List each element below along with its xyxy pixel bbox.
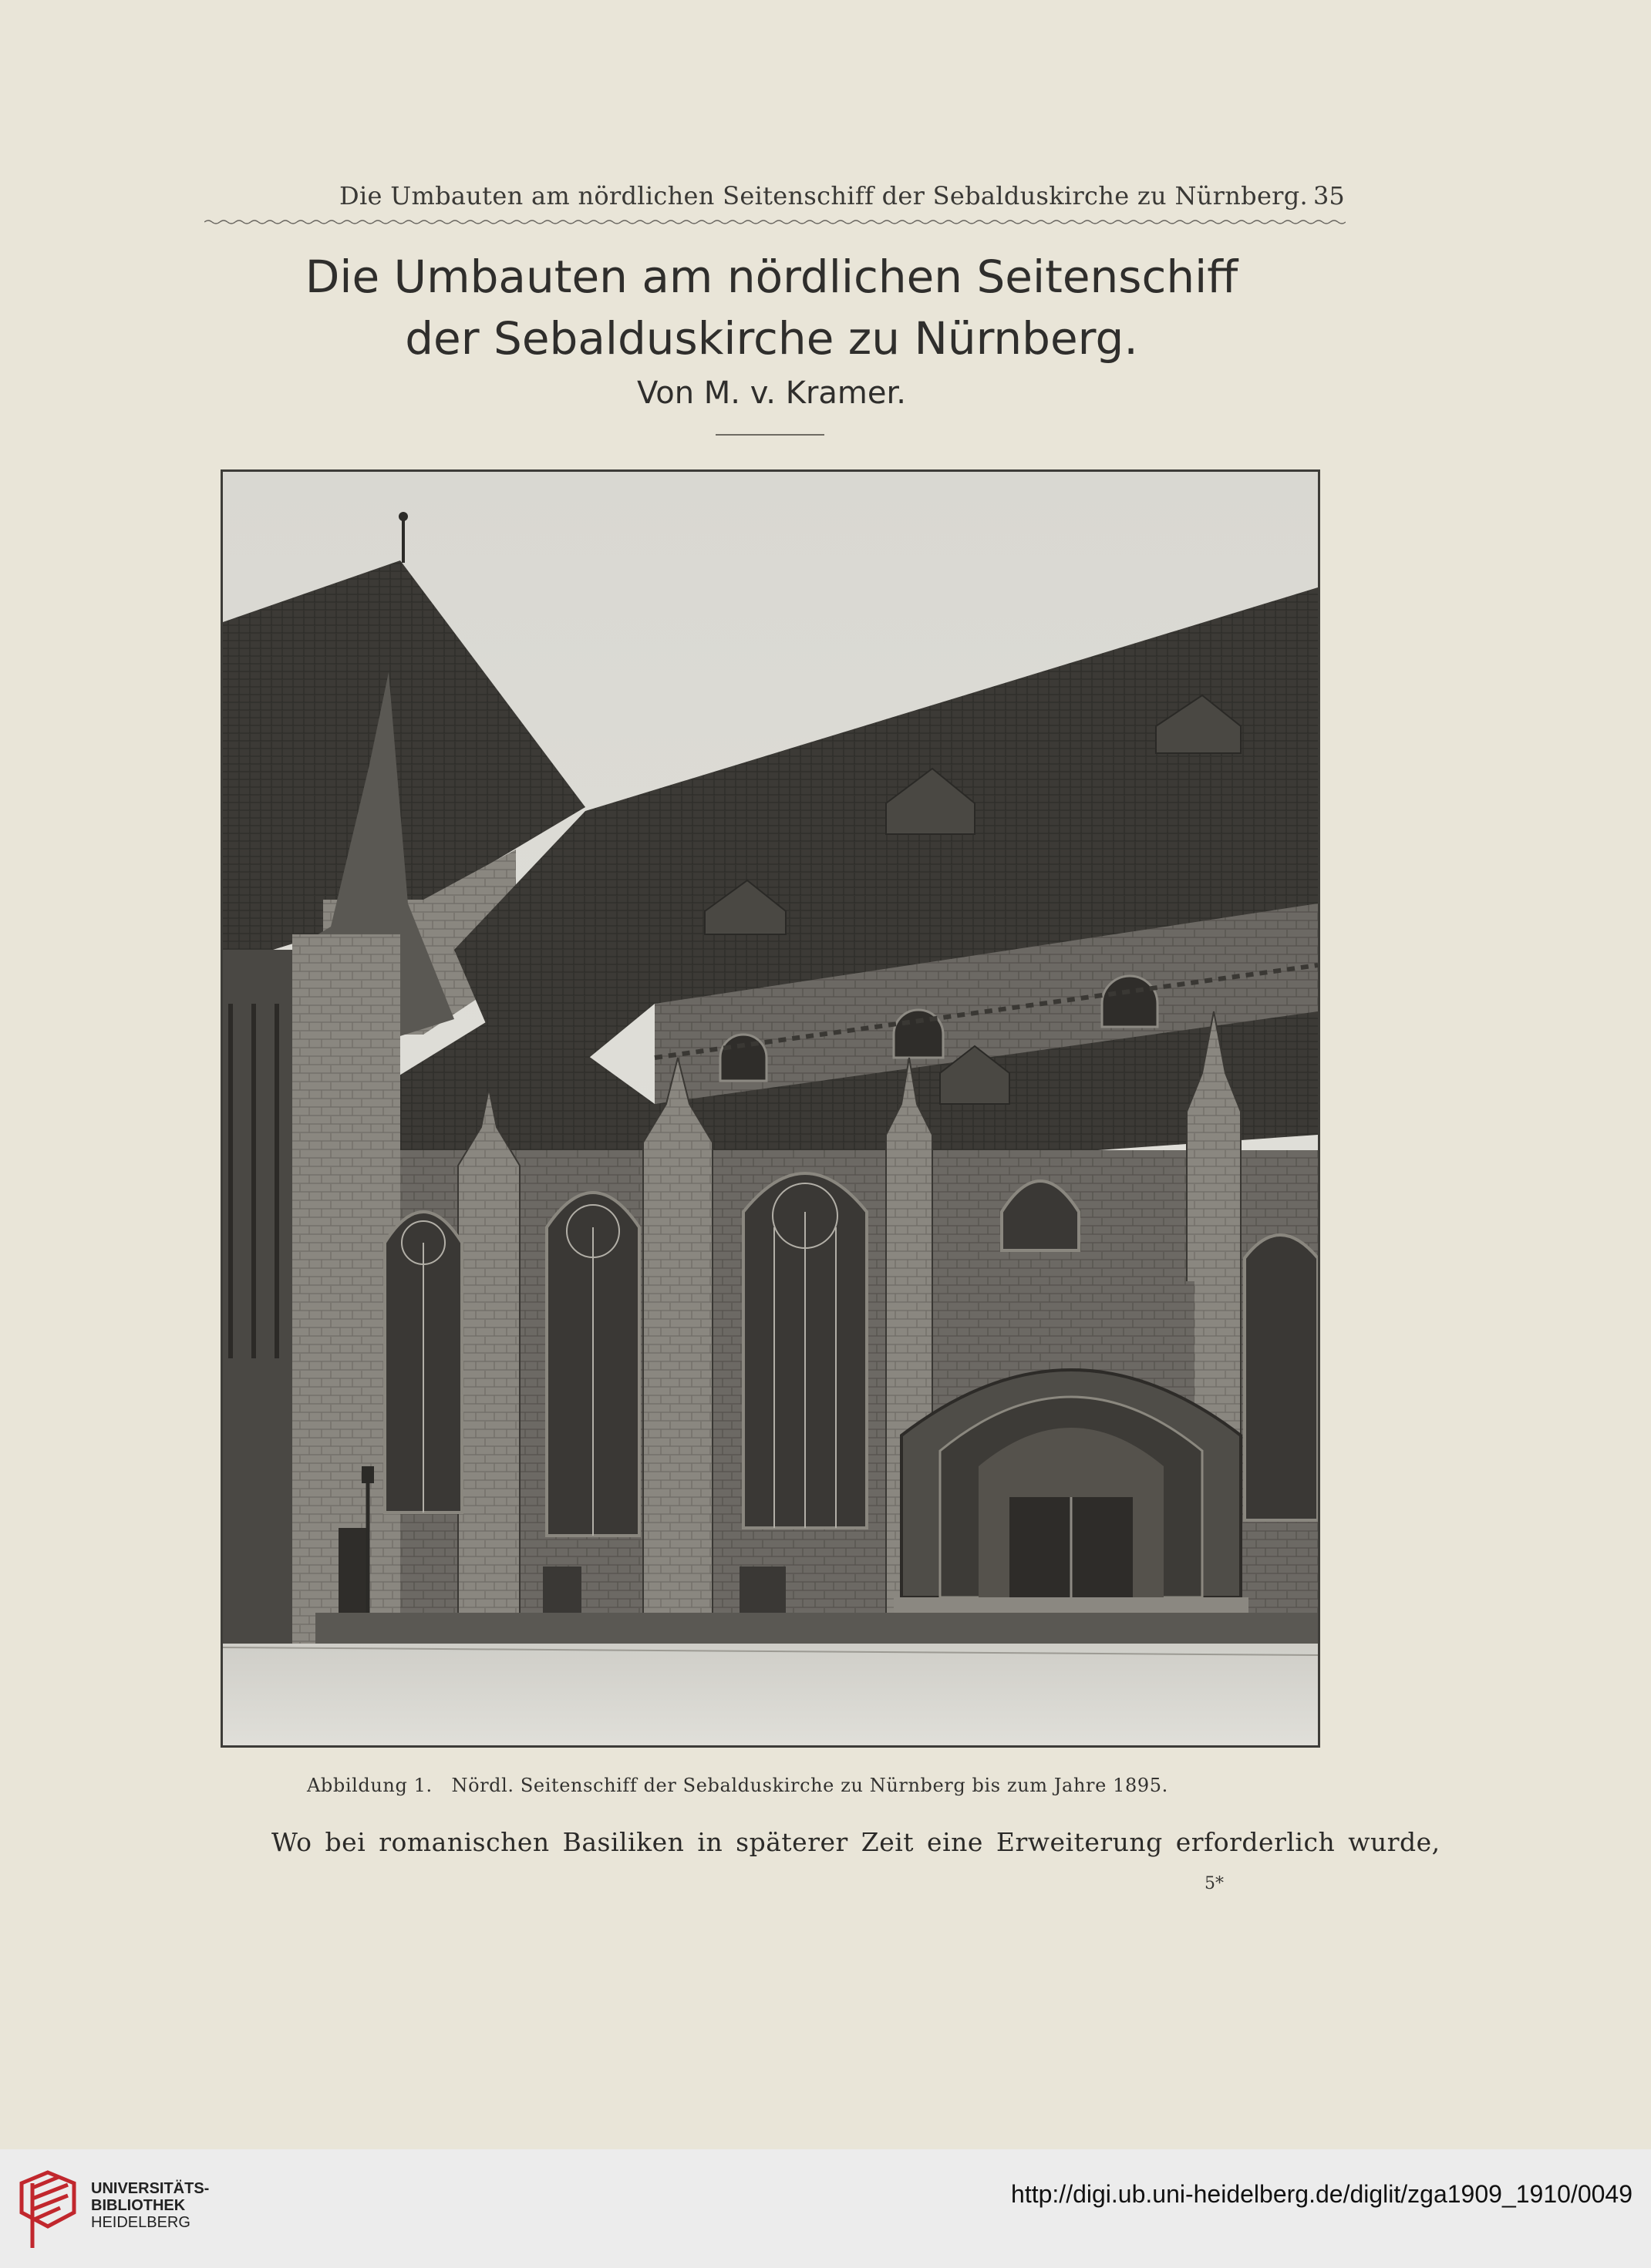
page-number: 35 bbox=[1313, 181, 1345, 210]
header-wavy-rule bbox=[204, 219, 1346, 225]
article-title-line-2: der Sebalduskirche zu Nürnberg. bbox=[405, 312, 1138, 365]
church-illustration bbox=[223, 472, 1318, 1745]
library-name-line-1: UNIVERSITÄTS- bbox=[91, 2180, 210, 2197]
article-byline: Von M. v. Kramer. bbox=[637, 375, 906, 411]
body-text-line: Wo bei romanischen Basiliken in späterer Zeit eine Erweiterung erforderlich wurde, bbox=[271, 1827, 1440, 1857]
article-title-line-1: Die Umbauten am nördlichen Seitenschiff bbox=[305, 251, 1238, 303]
library-name-line-3: HEIDELBERG bbox=[91, 2214, 190, 2231]
figure-caption: Abbildung 1. Nördl. Seitenschiff der Sebalduskirche zu Nürnberg bis zum Jahre 1895. bbox=[307, 1775, 1168, 1796]
library-name bbox=[91, 2180, 209, 2231]
title-divider bbox=[716, 434, 824, 436]
university-library-logo-icon bbox=[17, 2168, 80, 2254]
running-head: Die Umbauten am nördlichen Seitenschiff der Sebalduskirche zu Nürnberg. bbox=[339, 181, 1309, 210]
church-photograph bbox=[221, 469, 1320, 1748]
library-name-line-2: BIBLIOTHEK bbox=[91, 2197, 186, 2214]
source-url-link[interactable]: http://digi.ub.uni-heidelberg.de/diglit/zga1909_1910/0049 bbox=[1011, 2180, 1632, 2208]
footer-bar bbox=[0, 2149, 1651, 2268]
signature-mark: 5* bbox=[1205, 1874, 1224, 1893]
